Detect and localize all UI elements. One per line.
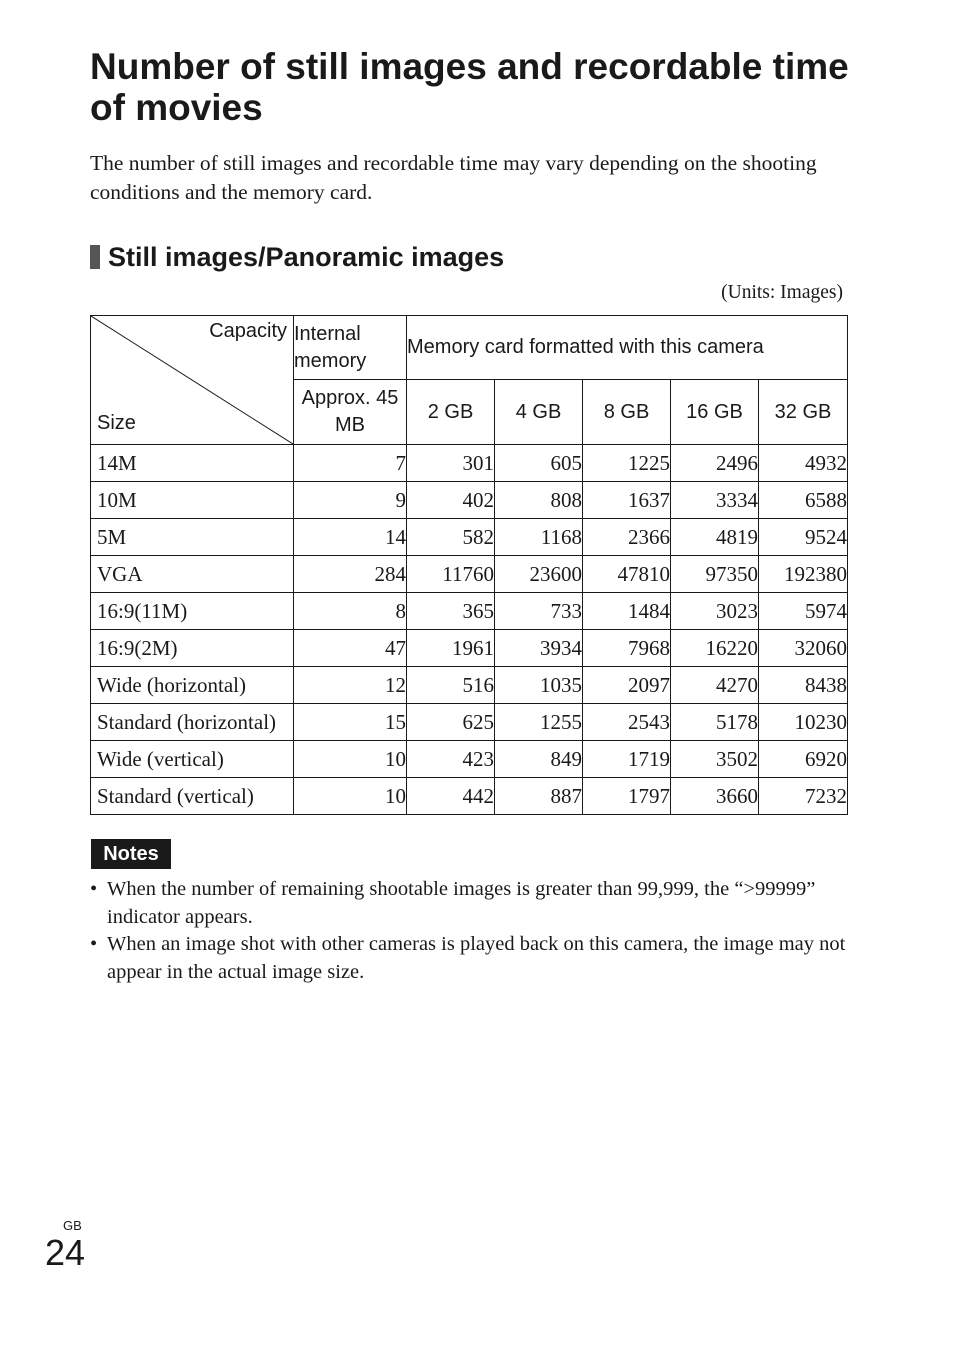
image-count-cell: 2496 <box>671 445 759 482</box>
image-count-cell: 4819 <box>671 519 759 556</box>
capacity-header-cell: 32 GB <box>759 380 848 445</box>
capacity-label: Capacity <box>209 320 287 342</box>
section-title: Still images/Panoramic images <box>108 242 505 272</box>
image-count-cell: 9524 <box>759 519 848 556</box>
notes-badge: Notes <box>91 839 171 869</box>
image-count-cell: 32060 <box>759 630 848 667</box>
capacity-table <box>90 315 848 815</box>
note-text: When the number of remaining shootable images is greater than 99,999, the “>99999” indicator appears. <box>107 878 816 928</box>
corner-header <box>91 316 294 445</box>
table-row <box>91 667 848 704</box>
image-count-cell: 3023 <box>671 593 759 630</box>
image-count-cell: 7968 <box>583 630 671 667</box>
image-count-cell: 97350 <box>671 556 759 593</box>
image-size-cell: 16:9(2M) <box>91 630 294 667</box>
image-count-cell: 284 <box>294 556 407 593</box>
table-row <box>91 630 848 667</box>
image-count-cell: 365 <box>407 593 495 630</box>
table-row <box>91 741 848 778</box>
intro-paragraph: The number of still images and recordable time may vary depending on the shooting conditions and the memory card. <box>90 151 817 204</box>
image-count-cell: 5974 <box>759 593 848 630</box>
image-size-cell: Standard (vertical) <box>91 778 294 815</box>
image-count-cell: 7232 <box>759 778 848 815</box>
capacity-header-cell: Approx. 45 MB <box>294 380 407 445</box>
image-size-cell: Wide (horizontal) <box>91 667 294 704</box>
page-title: Number of still images and recordable time of movies <box>90 46 849 128</box>
table-row <box>91 778 848 815</box>
image-count-cell: 23600 <box>495 556 583 593</box>
image-count-cell: 1719 <box>583 741 671 778</box>
table-row <box>91 556 848 593</box>
image-count-cell: 2543 <box>583 704 671 741</box>
image-count-cell: 402 <box>407 482 495 519</box>
image-count-cell: 2366 <box>583 519 671 556</box>
memory-card-header: Memory card formatted with this camera <box>407 316 848 380</box>
image-count-cell: 10230 <box>759 704 848 741</box>
capacity-header-cell: 2 GB <box>407 380 495 445</box>
image-count-cell: 3660 <box>671 778 759 815</box>
notes-list <box>90 876 850 986</box>
image-count-cell: 1168 <box>495 519 583 556</box>
section-marker-icon <box>90 245 100 269</box>
image-count-cell: 6588 <box>759 482 848 519</box>
image-count-cell: 9 <box>294 482 407 519</box>
image-count-cell: 5178 <box>671 704 759 741</box>
image-count-cell: 423 <box>407 741 495 778</box>
table-row <box>91 593 848 630</box>
image-count-cell: 582 <box>407 519 495 556</box>
bullet-icon: • <box>90 878 98 900</box>
image-size-cell: Standard (horizontal) <box>91 704 294 741</box>
image-count-cell: 3502 <box>671 741 759 778</box>
table-row <box>91 704 848 741</box>
note-item <box>90 931 850 986</box>
image-count-cell: 605 <box>495 445 583 482</box>
size-label: Size <box>97 412 136 434</box>
image-count-cell: 442 <box>407 778 495 815</box>
image-size-cell: 5M <box>91 519 294 556</box>
image-count-cell: 8 <box>294 593 407 630</box>
image-size-cell: Wide (vertical) <box>91 741 294 778</box>
image-count-cell: 47810 <box>583 556 671 593</box>
units-note: (Units: Images) <box>721 282 843 303</box>
table-row <box>91 519 848 556</box>
language-tag: GB <box>63 1218 82 1233</box>
image-count-cell: 1797 <box>583 778 671 815</box>
image-count-cell: 887 <box>495 778 583 815</box>
image-count-cell: 301 <box>407 445 495 482</box>
image-size-cell: 16:9(11M) <box>91 593 294 630</box>
image-count-cell: 733 <box>495 593 583 630</box>
note-text: When an image shot with other cameras is played back on this camera, the image may not appear in the actual image size. <box>107 933 846 983</box>
image-count-cell: 625 <box>407 704 495 741</box>
image-size-cell: 14M <box>91 445 294 482</box>
image-count-cell: 1225 <box>583 445 671 482</box>
image-count-cell: 11760 <box>407 556 495 593</box>
image-count-cell: 1637 <box>583 482 671 519</box>
image-count-cell: 7 <box>294 445 407 482</box>
image-size-cell: 10M <box>91 482 294 519</box>
image-count-cell: 1961 <box>407 630 495 667</box>
image-count-cell: 16220 <box>671 630 759 667</box>
image-count-cell: 2097 <box>583 667 671 704</box>
table-body <box>91 445 848 815</box>
image-count-cell: 516 <box>407 667 495 704</box>
image-count-cell: 849 <box>495 741 583 778</box>
image-count-cell: 12 <box>294 667 407 704</box>
image-count-cell: 1484 <box>583 593 671 630</box>
image-size-cell: VGA <box>91 556 294 593</box>
image-count-cell: 808 <box>495 482 583 519</box>
image-count-cell: 10 <box>294 778 407 815</box>
image-count-cell: 15 <box>294 704 407 741</box>
capacity-header-cell: 16 GB <box>671 380 759 445</box>
image-count-cell: 10 <box>294 741 407 778</box>
image-count-cell: 4932 <box>759 445 848 482</box>
section-heading <box>90 240 504 274</box>
image-count-cell: 192380 <box>759 556 848 593</box>
internal-memory-header: Internal memory <box>294 316 407 380</box>
capacity-header-cell: 8 GB <box>583 380 671 445</box>
capacity-header-cell: 4 GB <box>495 380 583 445</box>
table-row <box>91 482 848 519</box>
image-count-cell: 4270 <box>671 667 759 704</box>
image-count-cell: 3334 <box>671 482 759 519</box>
image-count-cell: 1035 <box>495 667 583 704</box>
note-item <box>90 876 850 931</box>
image-count-cell: 3934 <box>495 630 583 667</box>
table-row <box>91 445 848 482</box>
image-count-cell: 47 <box>294 630 407 667</box>
bullet-icon: • <box>90 933 98 955</box>
image-count-cell: 1255 <box>495 704 583 741</box>
image-count-cell: 14 <box>294 519 407 556</box>
image-count-cell: 6920 <box>759 741 848 778</box>
page-number: 24 <box>45 1232 86 1273</box>
image-count-cell: 8438 <box>759 667 848 704</box>
